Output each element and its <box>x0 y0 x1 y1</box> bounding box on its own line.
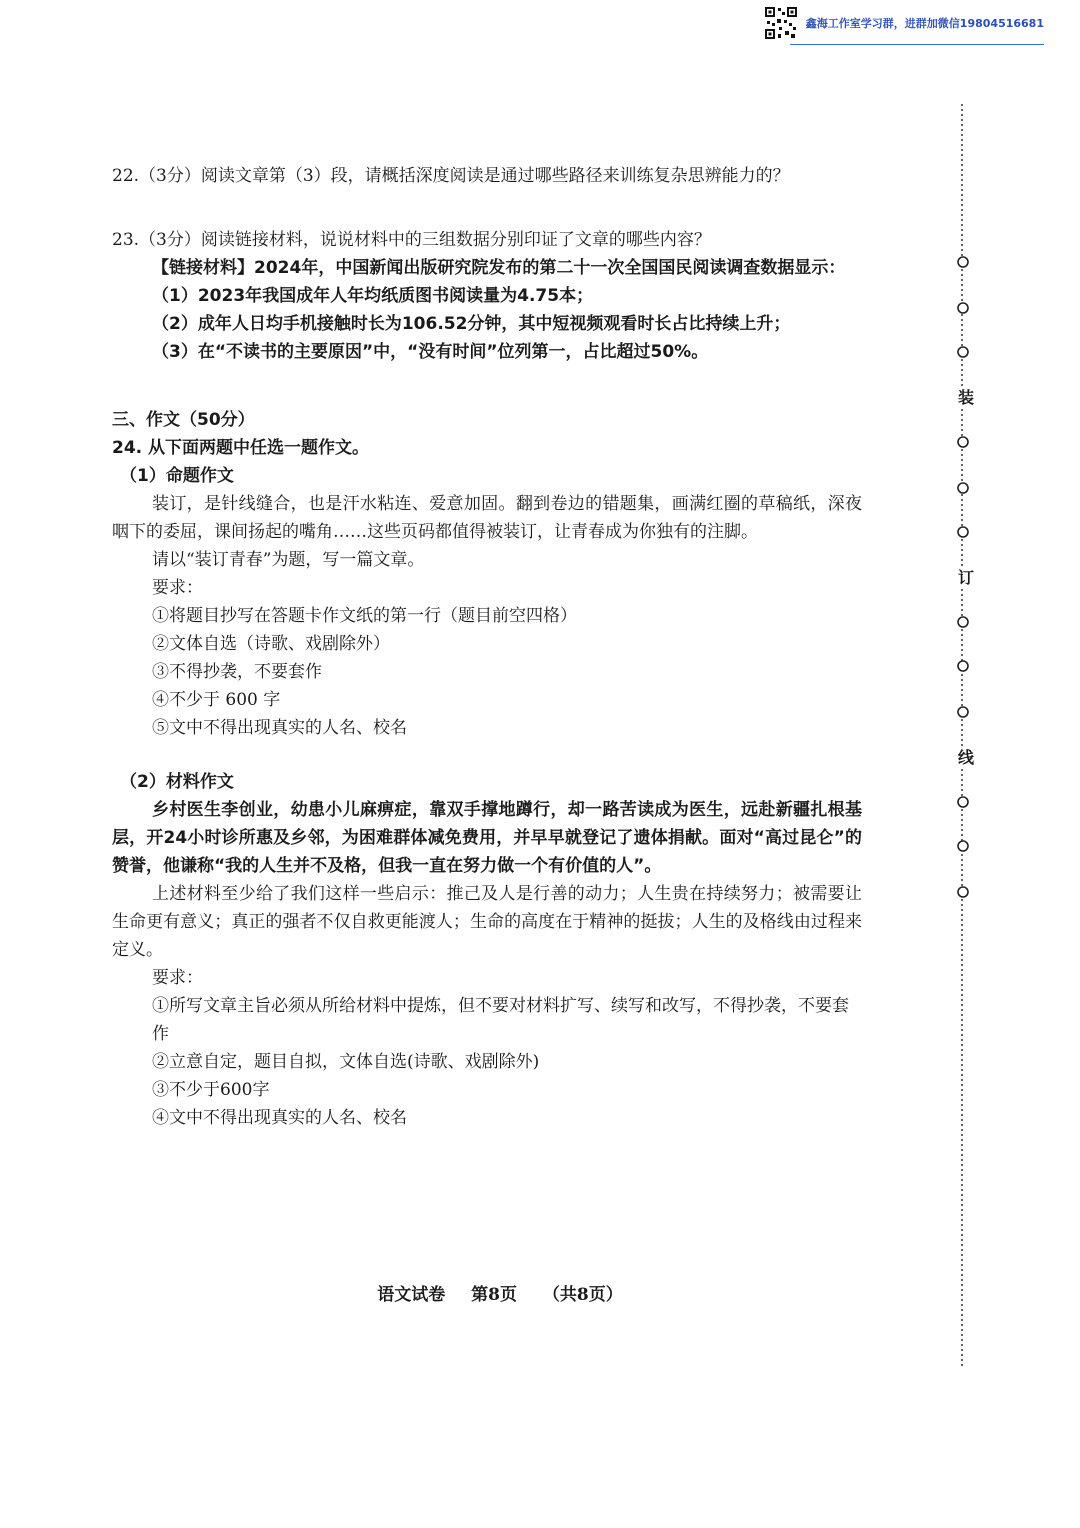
part1-paragraph: 装订，是针线缝合，也是汗水粘连、爱意加固。翻到卷边的错题集，画满红圈的草稿纸，深夜咽下的委屈，课间扬起的嘴角……这些页码都值得被装订，让青春成为你独有的注脚。 <box>112 494 862 542</box>
part1-requirement: ③不得抄袭，不要套作 <box>152 662 322 682</box>
binding-line <box>948 104 984 1368</box>
part2-title: （2）材料作文 <box>120 772 234 792</box>
section-title: 三、作文（50分） <box>112 410 255 430</box>
part2-paragraph-1: 乡村医生李创业，幼患小儿麻痹症，靠双手撑地蹲行，却一路苦读成为医生，远赴新疆扎根基层，开24小时诊所惠及乡邻，为困难群体减免费用，并早早就登记了遗体捐献。面对“高过昆仑”的赞誉，他谦称“我的人生并不及格，但我一直在努力做一个有价值的人”。 <box>112 800 862 876</box>
part1-requirement: ①将题目抄写在答题卡作文纸的第一行（题目前空四格） <box>152 606 577 626</box>
footer-total: （共8页） <box>542 1285 623 1305</box>
page-footer <box>0 1280 1000 1305</box>
part2-requirements-label: 要求： <box>152 968 203 988</box>
watermark <box>764 6 1044 40</box>
binding-char-xian: 线 <box>955 748 977 768</box>
linked-material: 【链接材料】2024年，中国新闻出版研究院发布的第二十一次全国国民阅读调查数据显示： <box>152 258 846 278</box>
part2-requirement: ②立意自定，题目自拟，文体自选(诗歌、戏剧除外) <box>152 1052 540 1072</box>
part1-requirements-label: 要求： <box>152 578 203 598</box>
material-item: （2）成年人日均手机接触时长为106.52分钟，其中短视频观看时长占比持续上升； <box>152 314 791 334</box>
part1-title: （1）命题作文 <box>120 466 234 486</box>
question-22: 22.（3分）阅读文章第（3）段，请概括深度阅读是通过哪些路径来训练复杂思辨能力的？ <box>112 166 790 186</box>
qr-code-icon <box>764 6 798 40</box>
material-item: （3）在“不读书的主要原因”中，“没有时间”位列第一，占比超过50%。 <box>152 342 709 362</box>
part2-requirement: ③不少于600字 <box>152 1080 270 1100</box>
part2-requirement: ④文中不得出现真实的人名、校名 <box>152 1108 407 1128</box>
exam-content <box>112 162 862 1132</box>
binding-char-zhuang: 装 <box>955 388 977 408</box>
material-item: （1）2023年我国成年人年均纸质图书阅读量为4.75本； <box>152 286 594 306</box>
footer-subject: 语文试卷 <box>377 1285 446 1305</box>
part1-prompt: 请以“装订青春”为题，写一篇文章。 <box>152 550 425 570</box>
watermark-text: 鑫海工作室学习群，进群加微信19804516681 <box>805 17 1044 30</box>
watermark-underline <box>790 44 1044 45</box>
part1-requirement: ⑤文中不得出现真实的人名、校名 <box>152 718 407 738</box>
part1-requirement: ④不少于 600 字 <box>152 690 281 710</box>
part1-requirement: ②文体自选（诗歌、戏剧除外） <box>152 634 390 654</box>
question-23-stem: 23.（3分）阅读链接材料，说说材料中的三组数据分别印证了文章的哪些内容？ <box>112 230 711 250</box>
part2-paragraph-2: 上述材料至少给了我们这样一些启示：推己及人是行善的动力；人生贵在持续努力；被需要让生命更有意义；真正的强者不仅自救更能渡人；生命的高度在于精神的挺拔；人生的及格线由过程来定义。 <box>112 884 862 960</box>
binding-char-ding: 订 <box>955 568 977 588</box>
question-24: 24. 从下面两题中任选一题作文。 <box>112 438 370 458</box>
part2-requirement: ①所写文章主旨必须从所给材料中提炼，但不要对材料扩写、续写和改写，不得抄袭，不要套作 <box>152 996 849 1044</box>
footer-page: 第8页 <box>471 1285 517 1305</box>
